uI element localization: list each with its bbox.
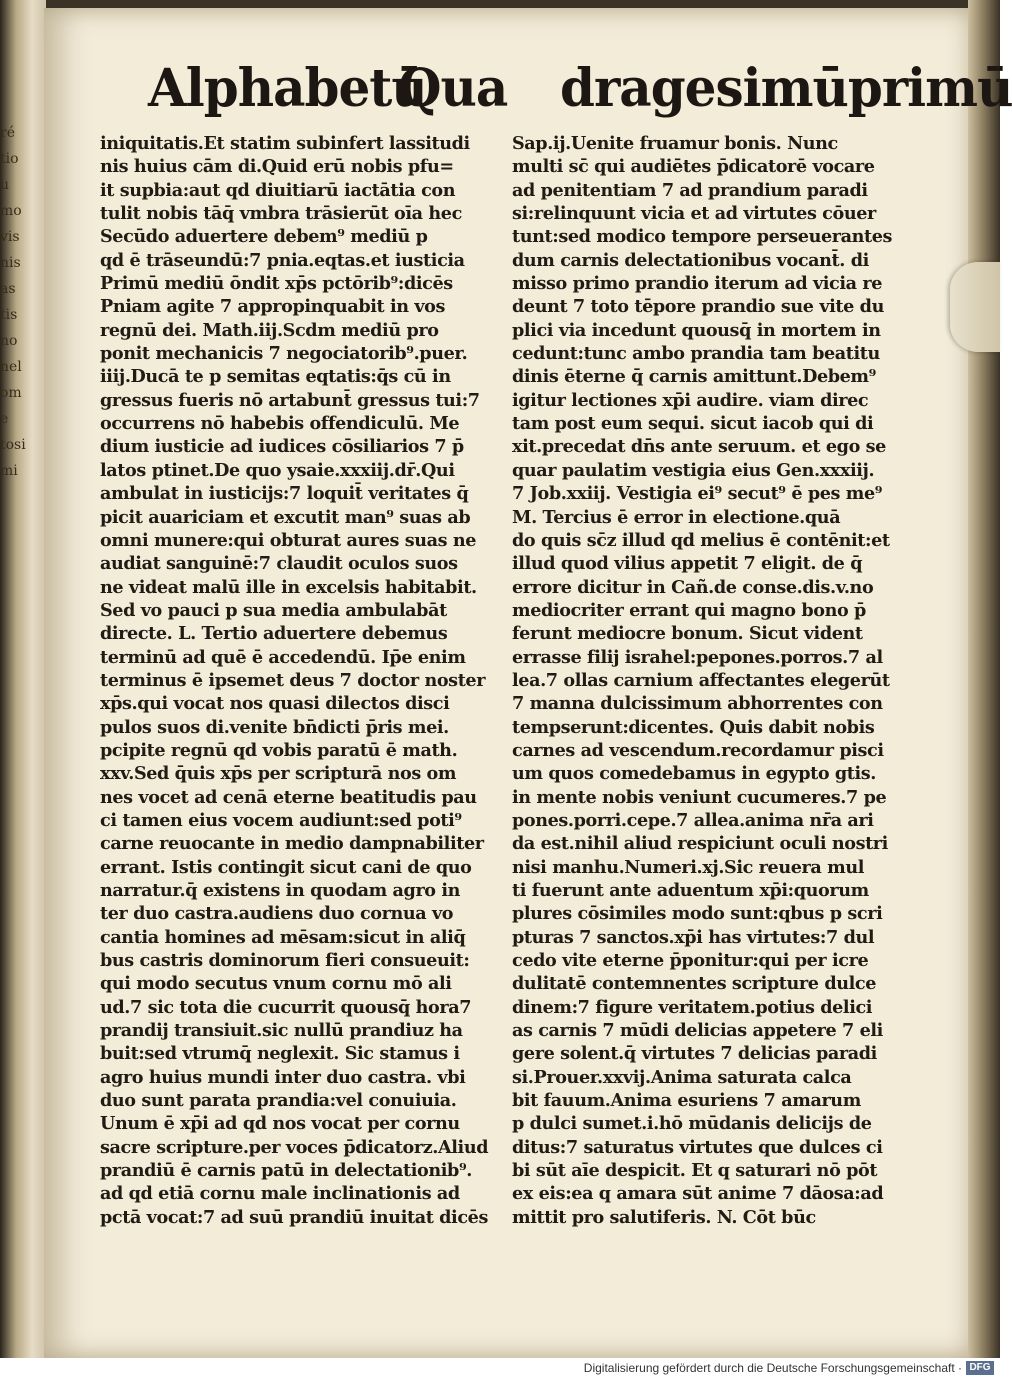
text-line: ud.7 sic tota die cucurrit quousq̄ hora7: [100, 996, 472, 1018]
text-line: igitur lectiones xp̄i audire. viam direc: [512, 389, 869, 411]
text-line: audiat sanguinē:7 claudit oculos suos: [100, 553, 458, 575]
text-line: da est.nihil aliud respiciunt oculi nostri: [512, 833, 888, 855]
running-header: [100, 56, 1012, 130]
text-line: Secūdo aduertere debem⁹ mediū p: [100, 226, 428, 248]
text-line: ambulat in iusticijs:7 loquit̄ veritates q̄: [100, 483, 469, 505]
text-line: tulit nobis tāq̄ vmbra trāsierūt oīa hec: [100, 203, 462, 225]
text-line: pcipite regnū qd vobis paratū ē math.: [100, 739, 458, 761]
header-word-3: dragesimūprimū: [560, 56, 1012, 119]
text-line: tam post eum sequi. sicut iacob qui di: [512, 413, 874, 435]
text-line: prandiū ē carnis patū in delectationib⁹.: [100, 1160, 472, 1182]
text-line: narratur.q̄ existens in quodam agro in: [100, 880, 461, 901]
text-line: nisi manhu.Numeri.xj.Sic reuera mul: [512, 856, 865, 878]
text-line: Pniam agite 7 appropinquabit in vos: [100, 296, 446, 318]
text-line: regnū dei. Math.iij.Scdm mediū pro: [100, 319, 439, 341]
text-line: gressus fueris nō artabunt̄ gressus tui:7: [100, 389, 480, 411]
text-line: ci tamen eius vocem audiunt:sed poti⁹: [100, 809, 462, 831]
text-line: ferunt mediocre bonum. Sicut vident: [512, 623, 863, 645]
text-line: xxv.Sed q̄uis xp̄s per scripturā nos om: [100, 763, 457, 785]
text-line: ditus:7 saturatus virtutes que dulces ci: [512, 1136, 883, 1158]
text-line: nes vocet ad cenā eterne beatitudis pau: [100, 786, 477, 808]
text-line: do quis sc̄z illud qd melius ē contēnit:et: [512, 529, 890, 551]
text-line: occurrens nō habebis offendiculū. Me: [100, 413, 460, 435]
text-line: nis huius cām di.Quid erū nobis pfu=: [100, 156, 454, 178]
text-line: errant. Istis contingit sicut cani de quo: [100, 856, 472, 878]
text-line: mittit pro salutiferis. N. Cōt būc: [512, 1206, 816, 1228]
text-line: ne videat malū ille in excelsis habitabit.: [100, 576, 477, 598]
text-line: dium iusticie ad iudices cōsiliarios 7 p̄: [100, 436, 464, 458]
text-line: errore dicitur in Cañ.de conse.dis.v.no: [512, 576, 874, 598]
text-line: iiij.Ducā te p semitas eqtatis:q̄s cū in: [100, 366, 451, 388]
text-line: cantia homines ad mēsam:sicut in aliq̄: [100, 926, 466, 948]
text-line: 7 manna dulcissimum abhorrentes con: [512, 693, 883, 715]
text-line: um quos comedebamus in egypto gtis.: [512, 763, 877, 785]
text-line: quar paulatim vestigia eius Gen.xxxiij.: [512, 459, 875, 481]
text-line: lea.7 ollas carnium affectantes elegerūt: [512, 669, 890, 691]
text-line: 7 Job.xxiij. Vestigia ei⁹ secut⁹ ē pes me⁹: [512, 483, 883, 505]
funding-notice: Digitalisierung gefördert durch die Deutsche Forschungsgemeinschaft ·: [583, 1361, 962, 1375]
text-line: plici via incedunt quousq̄ in mortem in: [512, 319, 881, 341]
text-line: terminū ad quē ē accedendū. Ip̄e enim: [100, 646, 466, 668]
bookmark-tab: [950, 262, 1000, 352]
book-edge-right: [968, 0, 1000, 1358]
text-line: dinem:7 figure veritatem.potius delici: [512, 996, 873, 1018]
text-line: terminus ē ipsemet deus 7 doctor noster: [100, 669, 486, 691]
text-line: Unum ē xp̄i ad qd nos vocat per cornu: [100, 1113, 460, 1135]
facing-page-text: ré tio u mo vis nis as tis no nel om e tosi mi: [0, 125, 26, 479]
text-line: it supbia:aut qd diuitiarū iactātia con: [100, 179, 456, 201]
facing-page-edge: [0, 0, 46, 1358]
text-line: directe. L. Tertio aduertere debemus: [100, 623, 448, 645]
text-line: ter duo castra.audiens duo cornua vo: [100, 903, 454, 925]
text-line: bit fauum.Anima esuriens 7 amarum: [512, 1090, 861, 1112]
text-line: deunt 7 toto tēpore prandio sue vite du: [512, 296, 884, 318]
text-line: omni munere:qui obturat aures suas ne: [100, 529, 477, 551]
text-line: Primū mediū ōndit xp̄s pctōrib⁹:dicēs: [100, 273, 453, 295]
text-line: carnes ad vescendum.recordamur pisci: [512, 739, 884, 761]
text-line: ti fuerunt ante aduentum xp̄i:quorum: [512, 880, 869, 901]
text-line: duo sunt parata prandia:vel conuiuia.: [100, 1090, 457, 1112]
text-line: tunt:sed modico tempore perseuerantes: [512, 226, 893, 248]
text-line: latos ptinet.De quo ysaie.xxxiij.dr̄.Qui: [100, 459, 455, 481]
text-line: ponit mechanicis 7 negociatorib⁹.puer.: [100, 343, 468, 365]
text-line: pturas 7 sanctos.xp̄i has virtutes:7 dul: [512, 926, 875, 948]
text-line: ad qd etiā cornu male inclinationis ad: [100, 1183, 460, 1205]
text-line: picit auariciam et excutit man⁹ suas ab: [100, 506, 471, 528]
text-column-left: [100, 132, 489, 1229]
text-line: agro huius mundi inter duo castra. vbi: [100, 1066, 466, 1088]
text-line: qd ē trāseundū:7 pnia.eqtas.et iusticia: [100, 249, 465, 271]
text-line: Sed vo pauci p sua media ambulabāt: [100, 599, 447, 621]
header-word-2: Qua: [398, 56, 508, 119]
text-line: ex eis:ea q amara sūt anime 7 dāosa:ad: [512, 1183, 884, 1205]
text-line: pones.porri.cepe.7 allea.anima nr̄a ari: [512, 809, 874, 831]
text-line: xp̄s.qui vocat nos quasi dilectos disci: [100, 693, 450, 715]
text-line: pctā vocat:7 ad suū prandiū inuitat dicēs: [100, 1206, 488, 1228]
text-line: M. Tercius ē error in electione.quā: [512, 506, 841, 528]
text-line: bi sūt aīe despicit. Et q saturari nō pōt: [512, 1160, 878, 1182]
text-line: prandij transiuit.sic nullū prandiuz ha: [100, 1020, 463, 1042]
text-line: tempserunt:dicentes. Quis dabit nobis: [512, 716, 875, 738]
text-line: dinis ēterne q̄ carnis amittunt.Debem⁹: [512, 366, 876, 388]
dfg-logo: DFG: [966, 1361, 994, 1375]
text-line: xit.precedat dn̄s ante seruum. et ego se: [512, 436, 886, 458]
text-line: cedo vite eterne p̄ponitur:qui per icre: [512, 950, 869, 972]
text-line: gere solent.q̄ virtutes 7 delicias paradi: [512, 1043, 877, 1065]
text-line: cedunt:tunc ambo prandia tam beatitu: [512, 343, 880, 365]
text-line: errasse filij israhel:pepones.porros.7 al: [512, 646, 883, 668]
footer-bar: [0, 1358, 1000, 1379]
text-line: bus castris dominorum fieri consueuit:: [100, 950, 470, 972]
text-column-right: [512, 132, 893, 1229]
text-line: pulos suos di.venite bn̄dicti p̄ris mei.: [100, 716, 449, 738]
text-line: plures cōsimiles modo sunt:qbus p scri: [512, 903, 883, 925]
text-line: buit:sed vtrumq̄ neglexit. Sic stamus i: [100, 1043, 460, 1065]
header-word-1: Alphabetū: [148, 56, 427, 119]
text-line: mediocriter errant qui magno bono p̄: [512, 599, 866, 621]
text-line: in mente nobis veniunt cucumeres.7 pe: [512, 786, 887, 808]
text-line: ad penitentiam 7 ad prandium paradi: [512, 179, 868, 201]
text-line: si.Prouer.xxvij.Anima saturata calca: [512, 1066, 852, 1088]
text-line: misso primo prandio iterum ad vicia re: [512, 273, 883, 295]
text-line: iniquitatis.Et statim subinfert lassitudi: [100, 133, 470, 154]
text-line: Sap.ij.Uenite fruamur bonis. Nunc: [512, 133, 838, 154]
text-line: illud quod vilius appetit 7 eligit. de q̄: [512, 553, 863, 575]
text-line: dum carnis delectationibus vocant̄. di: [512, 249, 869, 271]
text-line: p dulci sumet.i.hō mūdanis delicijs de: [512, 1113, 872, 1135]
text-line: dulitatē contemnentes scripture dulce: [512, 973, 876, 995]
text-line: as carnis 7 mūdi delicias appetere 7 eli: [512, 1020, 883, 1042]
text-line: multi sc̄ qui audiētes p̄dicatorē vocare: [512, 156, 875, 178]
text-line: si:relinquunt vicia et ad virtutes cōuer: [512, 203, 876, 225]
text-line: qui modo secutus vnum cornu mō ali: [100, 973, 452, 995]
text-line: carne reuocante in medio dampnabiliter: [100, 833, 484, 855]
text-line: sacre scripture.per voces p̄dicatorz.Aliud: [100, 1136, 489, 1158]
